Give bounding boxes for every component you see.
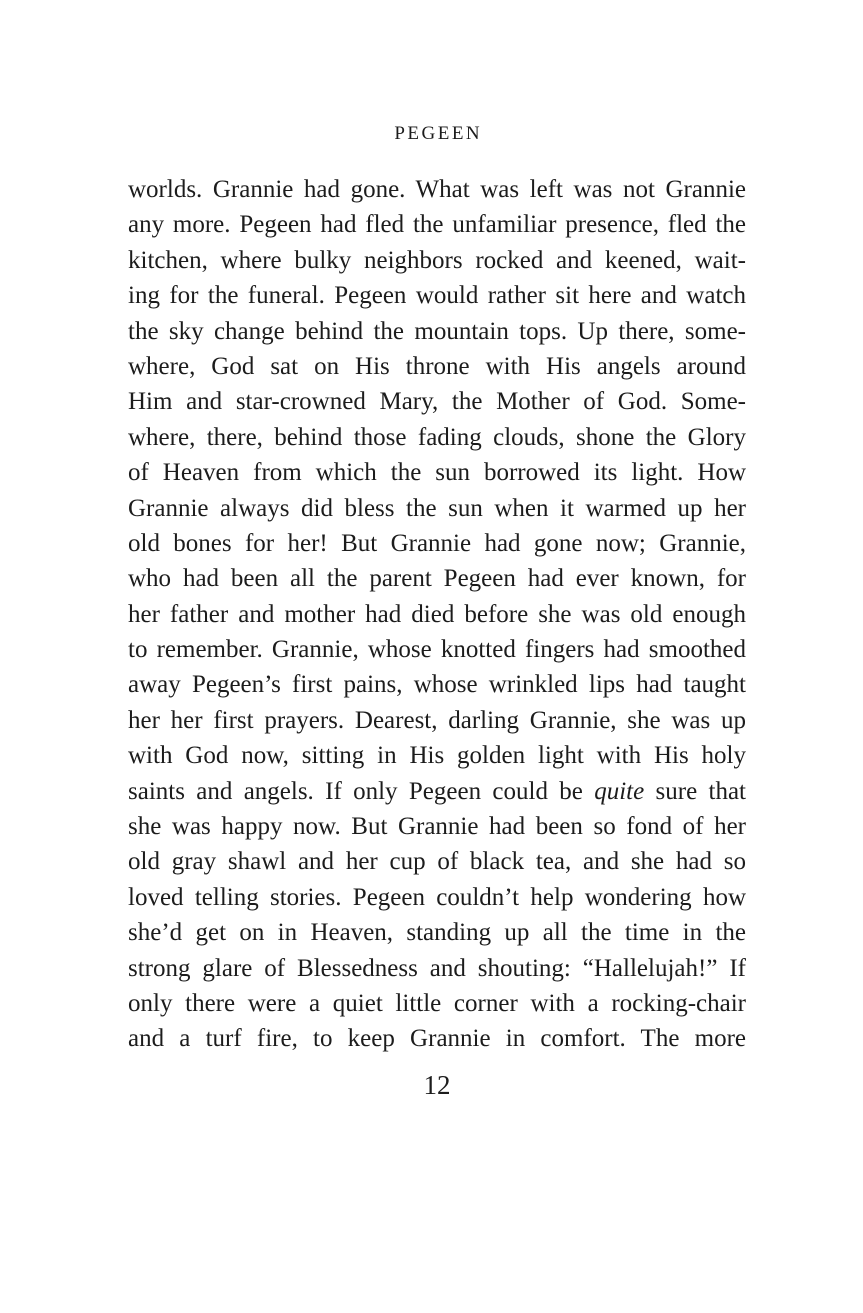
text-segment: saints and angels. If only Pegeen could be	[128, 777, 595, 805]
text-line: with God now, sitting in His golden light with His holy	[128, 742, 746, 770]
text-line	[128, 774, 746, 809]
text-line: away Pegeen’s first pains, whose wrinkled lips had taught	[128, 671, 746, 699]
text-line: ing for the funeral. Pegeen would rather sit here and watch	[128, 282, 746, 310]
text-line: Him and star-crowned Mary, the Mother of God. Some-	[128, 388, 746, 416]
body-text	[128, 172, 746, 1057]
text-line: loved telling stories. Pegeen couldn’t help wondering how	[128, 883, 746, 911]
text-line: only there were a quiet little corner with a rocking-chair	[128, 989, 746, 1017]
running-header: PEGEEN	[394, 123, 483, 144]
text-line: her father and mother had died before she was old enough	[128, 600, 746, 628]
text-line: she was happy now. But Grannie had been so fond of her	[128, 813, 746, 841]
italic-text: quite	[594, 777, 645, 805]
text-line: she’d get on in Heaven, standing up all the time in the	[128, 919, 746, 947]
text-line: kitchen, where bulky neighbors rocked and keened, wait-	[128, 246, 746, 274]
text-line: to remember. Grannie, whose knotted fingers had smoothed	[128, 636, 746, 664]
text-line: worlds. Grannie had gone. What was left was not Grannie	[128, 176, 746, 203]
page-number: 12	[423, 1070, 451, 1100]
text-line: strong glare of Blessedness and shouting: “Hallelujah!” If	[128, 954, 746, 982]
text-line: the sky change behind the mountain tops. Up there, some-	[128, 317, 746, 345]
text-line: where, God sat on His throne with His angels around	[128, 352, 746, 380]
text-segment: sure that	[644, 777, 746, 805]
text-line: any more. Pegeen had fled the unfamiliar presence, fled the	[128, 211, 746, 239]
text-line: old gray shawl and her cup of black tea, and she had so	[128, 848, 746, 876]
text-line: where, there, behind those fading clouds, shone the Glory	[128, 423, 746, 451]
text-line: her her first prayers. Dearest, darling Grannie, she was up	[128, 706, 746, 734]
text-line: of Heaven from which the sun borrowed its light. How	[128, 459, 746, 487]
text-line: who had been all the parent Pegeen had ever known, for	[128, 565, 746, 593]
text-line: old bones for her! But Grannie had gone now; Grannie,	[128, 529, 746, 557]
text-line: Grannie always did bless the sun when it warmed up her	[128, 494, 746, 522]
text-line: and a turf fire, to keep Grannie in comfort. The more	[128, 1025, 746, 1053]
